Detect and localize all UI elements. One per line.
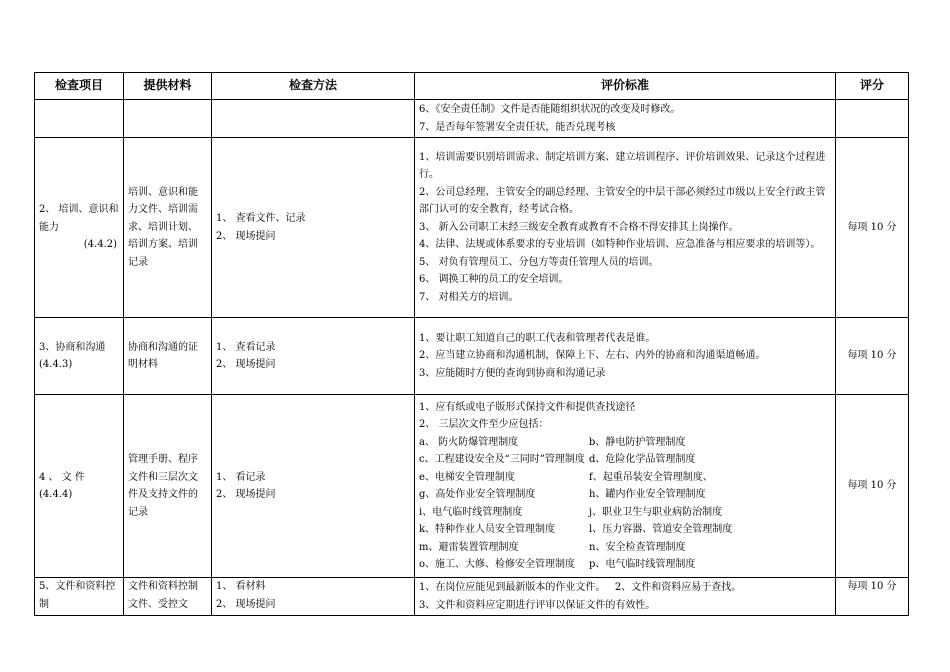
item-title: 2、 培训、意识和能力 — [39, 204, 119, 233]
cell-criteria — [415, 138, 836, 318]
table-header-row — [35, 73, 909, 100]
cell-criteria — [415, 578, 836, 616]
method-line: 1、 查看文件、记录 — [216, 213, 306, 224]
regulation-item: h、罐内作业安全管理制度 — [589, 489, 706, 500]
regulation-item: k、特种作业人员安全管理制度 — [419, 524, 556, 535]
criteria-line: 1、应有纸或电子版形式保持文件和提供查找途径 — [419, 401, 636, 413]
criteria-line: 1、在岗位应能见到最新版本的作业文件。 2、文件和资料应易于查找。 — [419, 582, 742, 593]
regulation-item: g、高处作业安全管理制度 — [419, 489, 536, 500]
regulation-pair — [419, 451, 831, 469]
table-row — [35, 100, 909, 138]
method-line: 2、 现场提问 — [216, 598, 276, 610]
cell-method — [212, 395, 415, 578]
header-materials: 提供材料 — [124, 73, 212, 100]
table-row — [35, 578, 909, 616]
cell-materials — [124, 100, 212, 138]
cell-materials — [124, 395, 212, 578]
criteria-line: 2、公司总经理、主管安全的副总经理、主管安全的中层干部必须经过市级以上安全行政主管部门认可的安全教育，经考试合格。 — [419, 186, 826, 216]
header-inspection-item: 检查项目 — [35, 73, 124, 100]
regulation-item: n、安全检查管理制度 — [589, 541, 686, 553]
criteria-line: 5、 对负有管理员工、分包方等责任管理人员的培训。 — [419, 256, 659, 268]
table-row — [35, 318, 909, 395]
criteria-line: 1、培训需要识别培训需求、制定培训方案、建立培训程序、评价培训效果、记录这个过程进行。 — [419, 151, 826, 181]
criteria-line: 2、应当建立协商和沟通机制，保障上下、左右、内外的协商和沟通渠道畅通。 — [419, 350, 766, 362]
cell-materials — [124, 318, 212, 395]
table-row — [35, 138, 909, 318]
regulation-pair — [419, 521, 831, 539]
method-line: 2、 现场提问 — [216, 489, 276, 500]
criteria-line: 7、 对相关方的培训。 — [419, 291, 519, 303]
item-code: (4.4.4) — [39, 489, 73, 500]
regulation-item: b、静电防护管理制度 — [589, 436, 686, 448]
criteria-line: 1、要让职工知道自己的职工代表和管理者代表是谁。 — [419, 332, 656, 344]
cell-materials — [124, 138, 212, 318]
header-method: 检查方法 — [212, 73, 415, 100]
criteria-line: 7、是否每年签署安全责任状，能否兑现考核 — [419, 121, 616, 133]
method-line: 2、 现场提问 — [216, 230, 276, 242]
materials-text: 培训、意识和能力文件、培训需求、培训计划、培训方案、培训记录 — [128, 186, 198, 268]
materials-text: 管理手册、程序文件和三层次文件及支持文件的记录 — [128, 454, 198, 518]
item-title: 3、协商和沟通 — [39, 341, 106, 353]
item-title: 4 、 文 件 — [39, 471, 85, 483]
regulation-pair — [419, 556, 831, 574]
materials-text: 文件和资料控制文件、受控文 — [128, 581, 198, 610]
cell-materials — [124, 578, 212, 616]
safety-inspection-table — [34, 72, 909, 616]
regulation-pair — [419, 539, 831, 557]
item-code: (4.4.2) — [83, 239, 117, 251]
cell-score: 每项 10 分 — [836, 395, 909, 578]
regulation-item: i、电气临时线管理制度 — [419, 506, 523, 518]
cell-item — [35, 318, 124, 395]
cell-item — [35, 578, 124, 616]
materials-text: 协商和沟通的证明材料 — [128, 341, 198, 370]
item-code: (4.4.3) — [39, 359, 73, 370]
regulation-item: d、危险化学品管理制度 — [589, 454, 696, 465]
regulation-pair — [419, 469, 831, 487]
criteria-line: 3、文件和资料应定期进行评审以保证文件的有效性。 — [419, 599, 656, 611]
cell-criteria — [415, 100, 836, 138]
method-line: 1、 看记录 — [216, 471, 266, 483]
cell-score: 每项 10 分 — [836, 318, 909, 395]
cell-item — [35, 138, 124, 318]
method-line: 2、 现场提问 — [216, 359, 276, 370]
table-row — [35, 395, 909, 578]
cell-item — [35, 395, 124, 578]
regulation-pair — [419, 486, 831, 504]
cell-method — [212, 100, 415, 138]
regulation-item: c、工程建设安全及“三同时”管理制度 — [419, 454, 585, 465]
criteria-line: 3、 新入公司职工未经三级安全教育或教育不合格不得安排其上岗操作。 — [419, 221, 739, 233]
cell-criteria — [415, 318, 836, 395]
method-line: 1、 查看记录 — [216, 341, 276, 353]
document-page — [34, 72, 908, 616]
criteria-line: 3、应能随时方便的查询到协商和沟通记录 — [419, 367, 606, 379]
cell-method — [212, 578, 415, 616]
header-score: 评分 — [836, 73, 909, 100]
criteria-line: 6、 调换工种的员工的安全培训。 — [419, 274, 569, 286]
regulation-item: l、压力容器、管道安全管理制度 — [589, 524, 733, 535]
cell-criteria — [415, 395, 836, 578]
regulation-item: o、施工、大修、检修安全管理制度 — [419, 559, 576, 570]
regulation-pair — [419, 434, 831, 452]
regulation-item: j、职业卫生与职业病防治制度 — [589, 506, 723, 518]
header-criteria: 评价标准 — [415, 73, 836, 100]
regulation-item: m、避雷装置管理制度 — [419, 541, 519, 553]
cell-score: 每项 10 分 — [836, 578, 909, 616]
method-line: 1、 看材料 — [216, 581, 266, 592]
regulation-item: a、 防火防爆管理制度 — [419, 436, 519, 448]
item-title: 5、文件和资料控制 — [39, 581, 116, 610]
regulation-item: f、起重吊装安全管理制度、 — [589, 471, 713, 483]
criteria-line: 2、 三层次文件至少应包括： — [419, 419, 549, 430]
cell-method — [212, 138, 415, 318]
cell-score: 每项 10 分 — [836, 138, 909, 318]
cell-score — [836, 100, 909, 138]
cell-method — [212, 318, 415, 395]
regulation-pair — [419, 504, 831, 522]
cell-item — [35, 100, 124, 138]
regulation-item: p、电气临时线管理制度 — [589, 559, 696, 570]
criteria-line: 4、法律、法规或体系要求的专业培训（如特种作业培训、应急准备与相应要求的培训等）。 — [419, 239, 821, 251]
criteria-line: 6、《安全责任制》文件是否能随组织状况的改变及时修改。 — [419, 104, 681, 115]
regulation-item: e、电梯安全管理制度 — [419, 471, 515, 483]
